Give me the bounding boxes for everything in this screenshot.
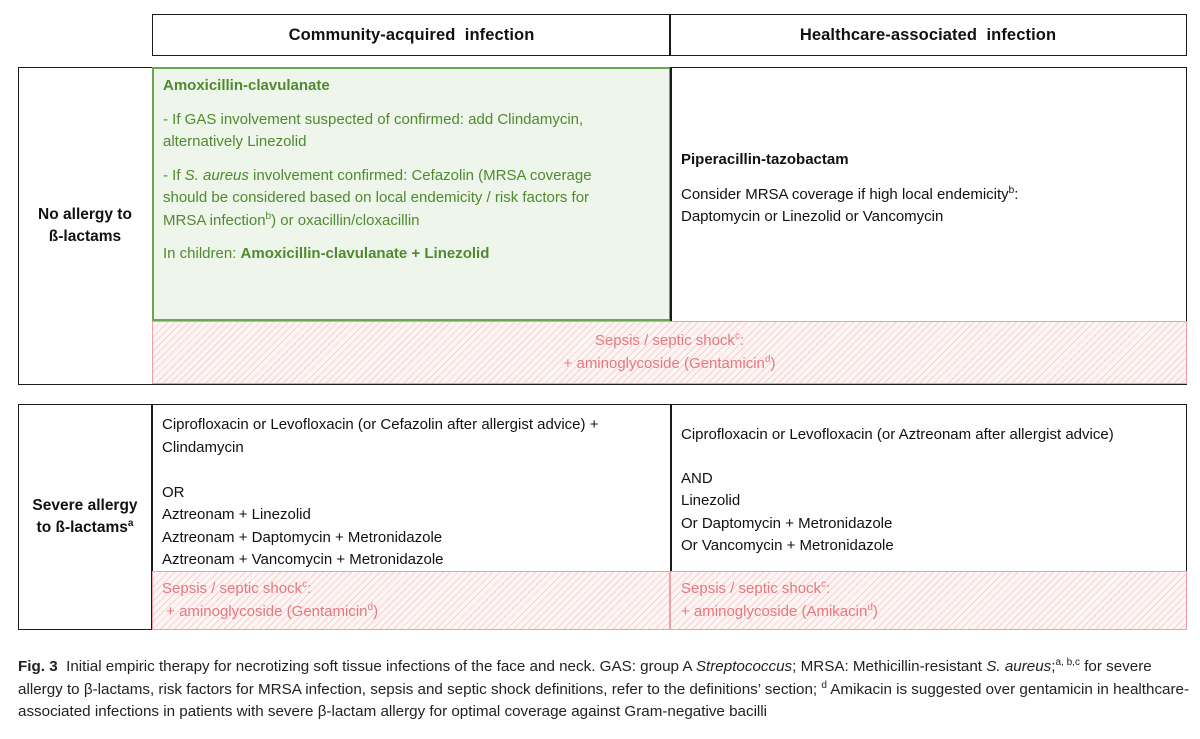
cell-no-allergy-healthcare <box>671 67 1185 321</box>
row-label-no-allergy <box>18 67 152 385</box>
row-label-line: Severe allergy <box>32 497 138 514</box>
drug-title: Amoxicillin-clavulanate <box>163 77 330 94</box>
row-label-severe-allergy: Severe allergy to ß-lactams$^a$ <box>32 497 138 536</box>
drug-title: Piperacillin-tazobactam <box>681 151 849 168</box>
regimen-option: Aztreonam + Daptomycin + Metronidazole <box>162 528 443 546</box>
children-note: In children: Amoxicillin-clavulanate + Linezolid <box>163 245 490 262</box>
cell-no-allergy-community <box>152 67 671 321</box>
gas-note: - If GAS involvement suspected of confirmed: add Clindamycin, alternatively Linezolid <box>163 110 584 150</box>
sepsis-band-no-allergy: Sepsis / septic shock$^c$: + aminoglycoside (Gentamicin$^d$) <box>152 321 1187 384</box>
regimen-option: Aztreonam + Linezolid <box>162 506 311 523</box>
cell-severe-allergy-healthcare: Ciprofloxacin or Levofloxacin (or Aztreonam after allergist advice) AND Linezolid Or Daptomycin + Metronidazole Or Vancomycin + Metronidazole <box>671 405 1185 571</box>
sepsis-band-severe-community: Sepsis / septic shock$^c$: + aminoglycoside (Gentamicin$^d$) <box>152 571 670 630</box>
regimen-option: Or Daptomycin + Metronidazole <box>681 514 893 532</box>
sepsis-band-severe-healthcare: Sepsis / septic shock$^c$: + aminoglycoside (Amikacin$^d$) <box>670 571 1187 630</box>
regimen-option: Aztreonam + Vancomycin + Metronidazole <box>162 551 444 568</box>
figure-caption: Fig. 3 Initial empiric therapy for necrotizing soft tissue infections of the face and neck. GAS: group A Streptococcus; MRSA: Methicillin-resistant S. aureus;$^{a, b,c}$ for severe allergy to β-lactams, risk factors for MRSA infection, sepsis and septic shock definitions, refer to the definitions’ section; $^d$ Amikacin is suggested over gentamicin in healthcare-associated infections in patients with severe β-lactam allergy for optimal coverage against Gram-negative bacilli <box>18 656 1190 720</box>
figure-label: Fig. 3 <box>18 658 58 675</box>
row-label-line: ß-lactams <box>48 228 122 245</box>
column-header-community: Community-acquired infection <box>152 14 671 56</box>
column-header-healthcare: Healthcare-associated infection <box>669 14 1187 56</box>
regimen-option: Or Vancomycin + Metronidazole <box>681 537 894 554</box>
s-aureus-note: - If S. aureus involvement confirmed: Cefazolin (MRSA coverage should be considered based on local endemicity / risk factors for MRSA infection$^b$) or oxacillin/cloxacillin <box>163 166 592 229</box>
cell-severe-allergy-community: Ciprofloxacin or Levofloxacin (or Cefazolin after allergist advice) + Clindamycin OR Aztreonam + Linezolid Aztreonam + Daptomycin + Metronidazole Aztreonam + Vancomycin + Metronidazole <box>153 405 669 571</box>
row-label-line: to ß-lactams <box>36 519 128 536</box>
mrsa-note: Consider MRSA coverage if high local endemicity$^b$: Daptomycin or Linezolid or Vancomycin <box>681 184 1019 225</box>
regimen-option: Linezolid <box>681 492 741 509</box>
row-label-line: No allergy to <box>38 206 132 223</box>
